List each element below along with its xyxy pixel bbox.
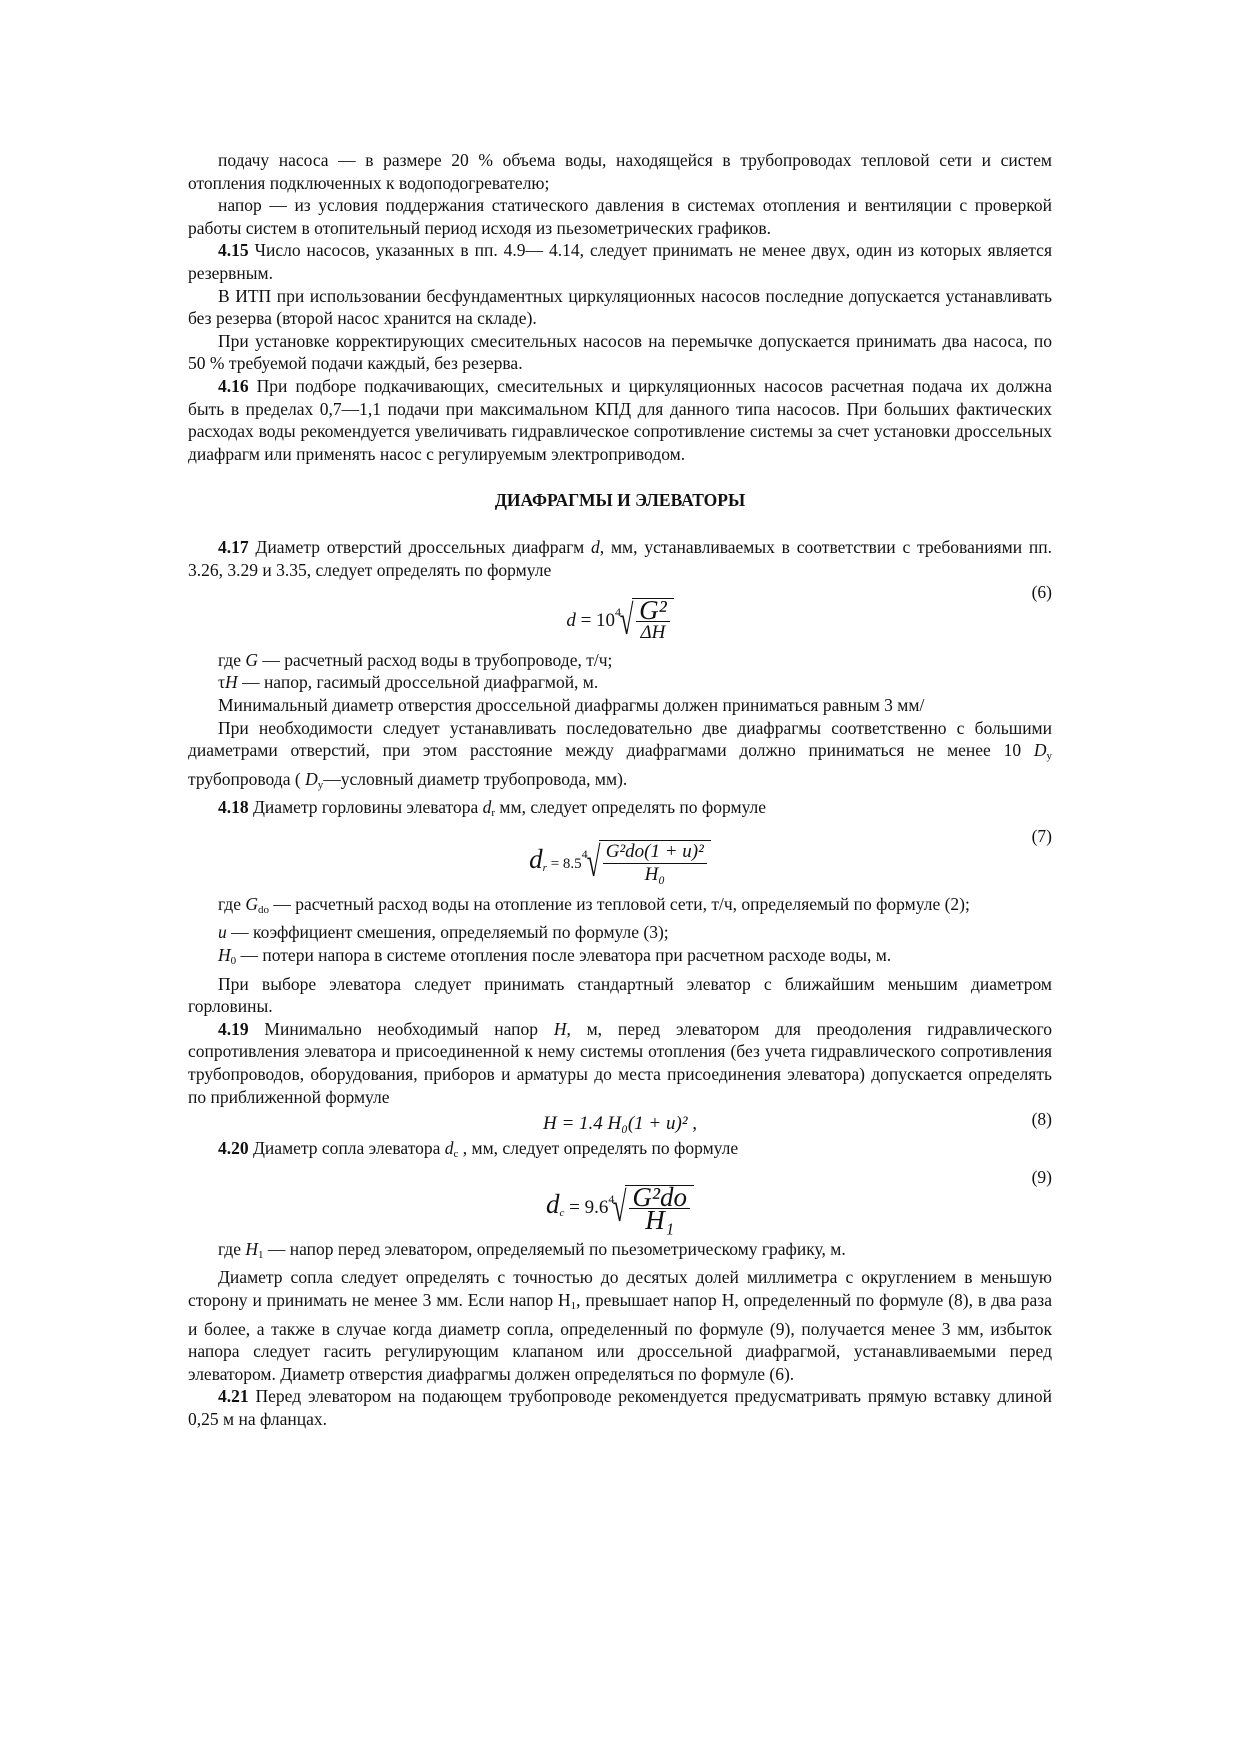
text-run: 1 xyxy=(570,1299,577,1312)
text-run: H xyxy=(218,945,231,965)
formula-9 xyxy=(188,1181,1052,1236)
text-run: трубопровода ( xyxy=(188,768,306,789)
equation-number-6: (6) xyxy=(1031,582,1052,603)
paragraph xyxy=(188,649,1052,672)
text-run: Диаметр сопла элеватора xyxy=(248,1138,445,1159)
text-run: где xyxy=(218,1238,246,1259)
paragraphs-e xyxy=(188,1137,1052,1166)
text-run: 1 xyxy=(258,1248,264,1261)
text-run: где xyxy=(218,893,246,914)
denominator: H₀ xyxy=(644,864,665,886)
fraction xyxy=(632,594,674,645)
text-run: — коэффициент смешения, определяемый по формуле (3); xyxy=(226,922,669,943)
text-run: — потери напора в системе отопления после элеватора при расчетном расходе воды, м. xyxy=(236,945,892,965)
paragraphs-a xyxy=(188,149,1052,465)
text-run: G xyxy=(245,893,258,914)
clause-number: 4.20 xyxy=(218,1138,249,1159)
paragraph xyxy=(188,1266,1052,1385)
root-index: 4 xyxy=(581,846,588,861)
formula-lhs-sub: c xyxy=(559,1206,565,1219)
formula-7 xyxy=(188,840,1052,887)
clause-number: 4.17 xyxy=(218,536,249,557)
clause-number: 4.21 xyxy=(218,1386,249,1407)
formula-coef: = 9.6 xyxy=(564,1196,609,1218)
formula-lhs: d xyxy=(529,843,543,874)
section-title: ДИАФРАГМЫ И ЭЛЕВАТОРЫ xyxy=(494,490,746,511)
paragraph xyxy=(188,717,1052,797)
fraction xyxy=(599,840,711,887)
text-run: d xyxy=(482,797,492,818)
formula-lhs: d xyxy=(545,1188,560,1219)
clause-number: 4.18 xyxy=(218,797,249,818)
text-run: d xyxy=(444,1138,454,1159)
paragraph xyxy=(188,1385,1052,1430)
paragraph xyxy=(188,973,1052,1018)
paragraph xyxy=(188,194,1052,239)
text-run: подачу насоса — в размере 20 % объема воды, находящейся в трубопроводах тепловой сети и систем отопления подключенных к водоподогревателю; xyxy=(188,150,1052,193)
equation-number-7: (7) xyxy=(1031,826,1052,847)
radical-sign: √ xyxy=(586,839,601,886)
paragraph xyxy=(188,285,1052,330)
numerator: G²do xyxy=(629,1186,690,1210)
paragraph xyxy=(188,375,1052,465)
text-run: Диаметр горловины элеватора xyxy=(248,797,483,818)
text-run: H xyxy=(225,672,238,693)
text-run: d xyxy=(591,536,600,557)
text-run: D xyxy=(305,768,318,789)
paragraphs-d xyxy=(188,893,1052,1108)
text-run: , мм, следует определять по формуле xyxy=(458,1138,739,1159)
text-run: — расчетный расход воды на отопление из тепловой сети, т/ч, определяемый по формуле (2); xyxy=(269,893,970,914)
text-run: , превышает напор Н, определенный по формуле (8), в два раза и более, а также в случае когда диаметр сопла, определенный по формуле (9), получается менее 3 мм, избыток напора следует гасить регулирующим клапаном или дроссельной диафрагмой, устанавливаемыми перед элеватором. Диаметр отверстия диафрагмы должен определяться по формуле (6). xyxy=(188,1289,1052,1384)
root-index: 4 xyxy=(615,604,622,619)
text-run: Перед элеватором на подающем трубопроводе рекомендуется предусматривать прямую вставку длиной 0,25 м на фланцах. xyxy=(188,1386,1052,1429)
text-run: — расчетный расход воды в трубопроводе, т/ч; xyxy=(258,649,613,670)
text-run: do xyxy=(258,903,269,916)
text-run: y xyxy=(317,778,324,791)
text-run: При необходимости следует устанавливать последовательно две диафрагмы соответственно с большими диаметрами отверстий, при этом расстояние между диафрагмами должно приниматься не менее 10 xyxy=(188,717,1052,761)
paragraph xyxy=(188,694,1052,717)
formula-coef: = 8.5 xyxy=(546,855,582,872)
text-run: напор — из условия поддержания статического давления в системах отопления и вентиляции с проверкой работы систем в отопительный период исходя из пьезометрических графиков. xyxy=(188,195,1052,238)
text-run: H xyxy=(245,1238,258,1259)
text-run: При установке корректирующих смесительных насосов на перемычке допускается принимать два насоса, по 50 % требуемой подачи каждый, без резерва. xyxy=(188,330,1052,374)
root-index: 4 xyxy=(608,1191,615,1206)
equation-number-9: (9) xyxy=(1031,1166,1052,1187)
text-run: G xyxy=(245,649,258,670)
text-run: , м, перед элеватором для преодоления гидравлического сопротивления элеватора и присоединенной к нему системы отопления (без учета гидравлического сопротивления трубопроводов, оборудования, приборов и арматуры до места присоединения элеватора) допускается определять по приближенной формуле xyxy=(188,1018,1052,1107)
formula-8 xyxy=(188,1113,1052,1136)
text-run: τ xyxy=(218,672,226,693)
text-run: r xyxy=(491,807,496,820)
text-run: H xyxy=(553,1018,567,1039)
paragraph xyxy=(188,671,1052,694)
text-run: мм, следует определять по формуле xyxy=(495,797,767,818)
text-run: Диаметр отверстий дроссельных диафрагм xyxy=(248,536,592,557)
text-run: Минимально необходимый напор xyxy=(248,1018,554,1039)
text-run: — напор перед элеватором, определяемый по пьезометрическому графику, м. xyxy=(263,1238,846,1259)
text-run: —условный диаметр трубопровода, мм). xyxy=(323,768,628,789)
numerator: G² xyxy=(636,599,670,623)
fraction xyxy=(625,1181,694,1236)
paragraph xyxy=(188,921,1052,944)
clause-number: 4.16 xyxy=(218,375,249,396)
text-run: При подборе подкачивающих, смесительных и циркуляционных насосов расчетная подача их должна быть в пределах 0,7—1,1 подачи при максимальном КПД для данного типа насосов. При больших фактических расходах воды рекомендуется увеличивать гидравлическое сопротивление системы за счет установки дроссельных диафрагм или применять насос с регулируемым электроприводом. xyxy=(188,375,1052,464)
paragraph xyxy=(188,536,1052,581)
paragraph xyxy=(188,239,1052,284)
text-run: Число насосов, указанных в пп. 4.9— 4.14, следует принимать не менее двух, один из которых является резервным. xyxy=(188,240,1052,283)
text-run: , мм, устанавливаемых в соответствии с требованиями пп. 3.26, 3.29 и 3.35, следует определять по формуле xyxy=(188,536,1052,580)
text-run: D xyxy=(1033,740,1047,761)
paragraph xyxy=(188,1018,1052,1108)
numerator: G²do(1 + u)² xyxy=(603,841,707,865)
clause-number: 4.15 xyxy=(218,240,249,261)
denominator: H₁ xyxy=(645,1205,675,1236)
text-run: В ИТП при использовании бесфундаментных циркуляционных насосов последние допускается устанавливать без резерва (второй насос хранится на складе). xyxy=(188,285,1052,329)
text-run: 0 xyxy=(230,955,237,967)
equation-number-8: (8) xyxy=(1031,1109,1052,1130)
paragraph xyxy=(188,893,1052,922)
formula-6 xyxy=(188,594,1052,645)
text-run: — напор, гасимый дроссельной диафрагмой, м. xyxy=(237,672,599,693)
paragraph xyxy=(188,330,1052,375)
paragraphs-c xyxy=(188,649,1052,825)
paragraph xyxy=(188,149,1052,194)
formula-lhs: d xyxy=(566,609,576,631)
radical-sign: √ xyxy=(612,1184,627,1231)
paragraph xyxy=(188,1137,1052,1166)
text-run: u xyxy=(218,922,227,943)
paragraphs-b xyxy=(188,536,1052,581)
paragraphs-f xyxy=(188,1238,1052,1431)
text-run: Диаметр сопла следует определять с точностью до десятых долей миллиметра с округлением в меньшую сторону и принимать не менее 3 мм. Если напор Н xyxy=(188,1267,1052,1310)
formula-coef: = 10 xyxy=(575,609,616,631)
radical-sign: √ xyxy=(619,597,634,644)
clause-number: 4.19 xyxy=(218,1018,249,1039)
text-run: c xyxy=(453,1148,459,1161)
formula-expression: H = 1.4 H₀(1 + u)² , xyxy=(542,1112,698,1134)
text-run: y xyxy=(1046,750,1052,763)
text-run: где xyxy=(218,649,246,670)
text-run: Минимальный диаметр отверстия дроссельной диафрагмы должен приниматься равным 3 мм/ xyxy=(218,695,925,716)
text-run: При выборе элеватора следует принимать стандартный элеватор с ближайшим меньшим диаметром горловины. xyxy=(188,973,1052,1017)
paragraph xyxy=(188,1238,1052,1267)
paragraph xyxy=(188,944,1052,973)
document-page xyxy=(188,149,1052,1430)
paragraph xyxy=(188,796,1052,825)
denominator: ΔH xyxy=(640,622,666,644)
formula-lhs-sub: r xyxy=(542,861,547,874)
